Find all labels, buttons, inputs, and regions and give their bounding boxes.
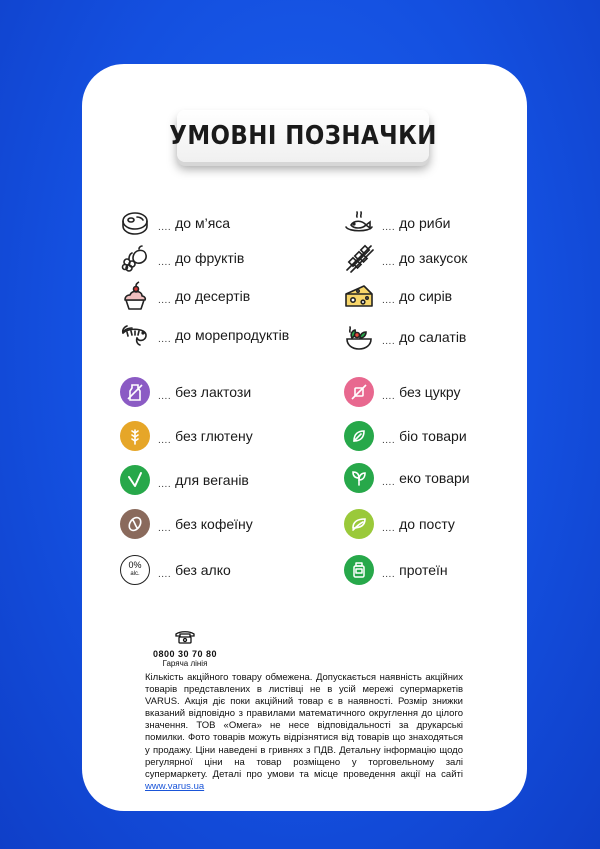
no-lactose-icon [118,375,152,409]
fish-icon [342,206,376,240]
legend-salads: .... до салатів [342,320,466,354]
legend-vegan: .... для веганів [118,463,249,497]
protein-icon [342,553,376,587]
legend-label: до морепродуктів [175,327,290,343]
no-caffeine-icon [118,507,152,541]
alcohol-free-icon: 0% alc. [118,553,152,587]
legend-snacks: .... до закусок [342,241,467,275]
legend-label: до посту [399,516,455,532]
legend-label: до риби [399,215,451,231]
legend-no-lactose: .... без лактози [118,375,251,409]
hotline-number: 0800 30 70 80 [152,649,218,659]
legend-cheese: .... до сирів [342,279,452,313]
legend-alcohol-free: 0% alc. .... без алко [118,553,231,587]
legend-eco: .... еко товари [342,461,470,495]
phone-icon [174,630,196,644]
legend-label: до закусок [399,250,468,266]
legend-seafood: .... до морепродуктів [118,318,289,352]
fasting-icon [342,507,376,541]
disclaimer [145,672,463,793]
legend-fruits: .... до фруктів [118,241,244,275]
legend-protein: .... протеїн [342,553,448,587]
legend-label: без кофеїну [175,516,253,532]
legend-fasting: .... до посту [342,507,455,541]
legend-label: до салатів [399,329,467,345]
shrimp-icon [118,318,152,352]
legend-label: до десертів [175,288,251,304]
legend-meat: .... до м’яса [118,206,230,240]
bio-icon [342,419,376,453]
legend-label: до м’яса [175,215,231,231]
legend-label: без цукру [399,384,461,400]
legend-label: біо товари [399,428,467,444]
legend-label: протеїн [399,562,448,578]
legend-label: без алко [175,562,231,578]
gluten-free-icon [118,419,152,453]
disclaimer-text: Кількість акційного товару обмежена. Допускається наявність акційних товарів представлених в листівці не в усій мережі супермаркетів VARUS. Акція діє поки акційний товар є в наявності. Розмір знижки вказаний відповідно з правилами математичного округлення до цілого значення. ТОВ «Омега» не несе відповідальності за друкарські помилки. Фото товарів можуть відрізнятися від товарів що знаходяться у продажу. Ціни наведені в гривнях з ПДВ. Детальну інформацію щодо регулярної ціни на товар розміщено у торговельному залі супермаркету. Деталі про умови та місце проведення акції на сайті [145,672,463,780]
cupcake-icon [118,279,152,313]
hotline-caption: Гаряча лінія [162,659,208,668]
fruits-icon [118,241,152,275]
eco-icon [342,461,376,495]
legend-no-sugar: .... без цукру [342,375,461,409]
legend-label: для веганів [175,472,249,488]
legend-label: еко товари [399,470,470,486]
meat-icon [118,206,152,240]
legend-bio: .... біо товари [342,419,467,453]
legend-label: до сирів [399,288,453,304]
website-link[interactable]: www.varus.ua [145,780,205,792]
page-title: УМОВНІ ПОЗНАЧКИ [169,121,437,151]
title-plate [169,110,437,162]
no-sugar-icon [342,375,376,409]
skewers-icon [342,241,376,275]
vegan-icon [118,463,152,497]
legend-no-caffeine: .... без кофеїну [118,507,253,541]
legend-fish: .... до риби [342,206,450,240]
legend-desserts: .... до десертів [118,279,250,313]
legend-label: без лактози [175,384,252,400]
legend-label: до фруктів [175,250,245,266]
salad-icon [342,320,376,354]
legend-label: без глютену [175,428,253,444]
hotline [145,630,225,668]
cheese-icon [342,279,376,313]
legend-gluten-free: .... без глютену [118,419,253,453]
